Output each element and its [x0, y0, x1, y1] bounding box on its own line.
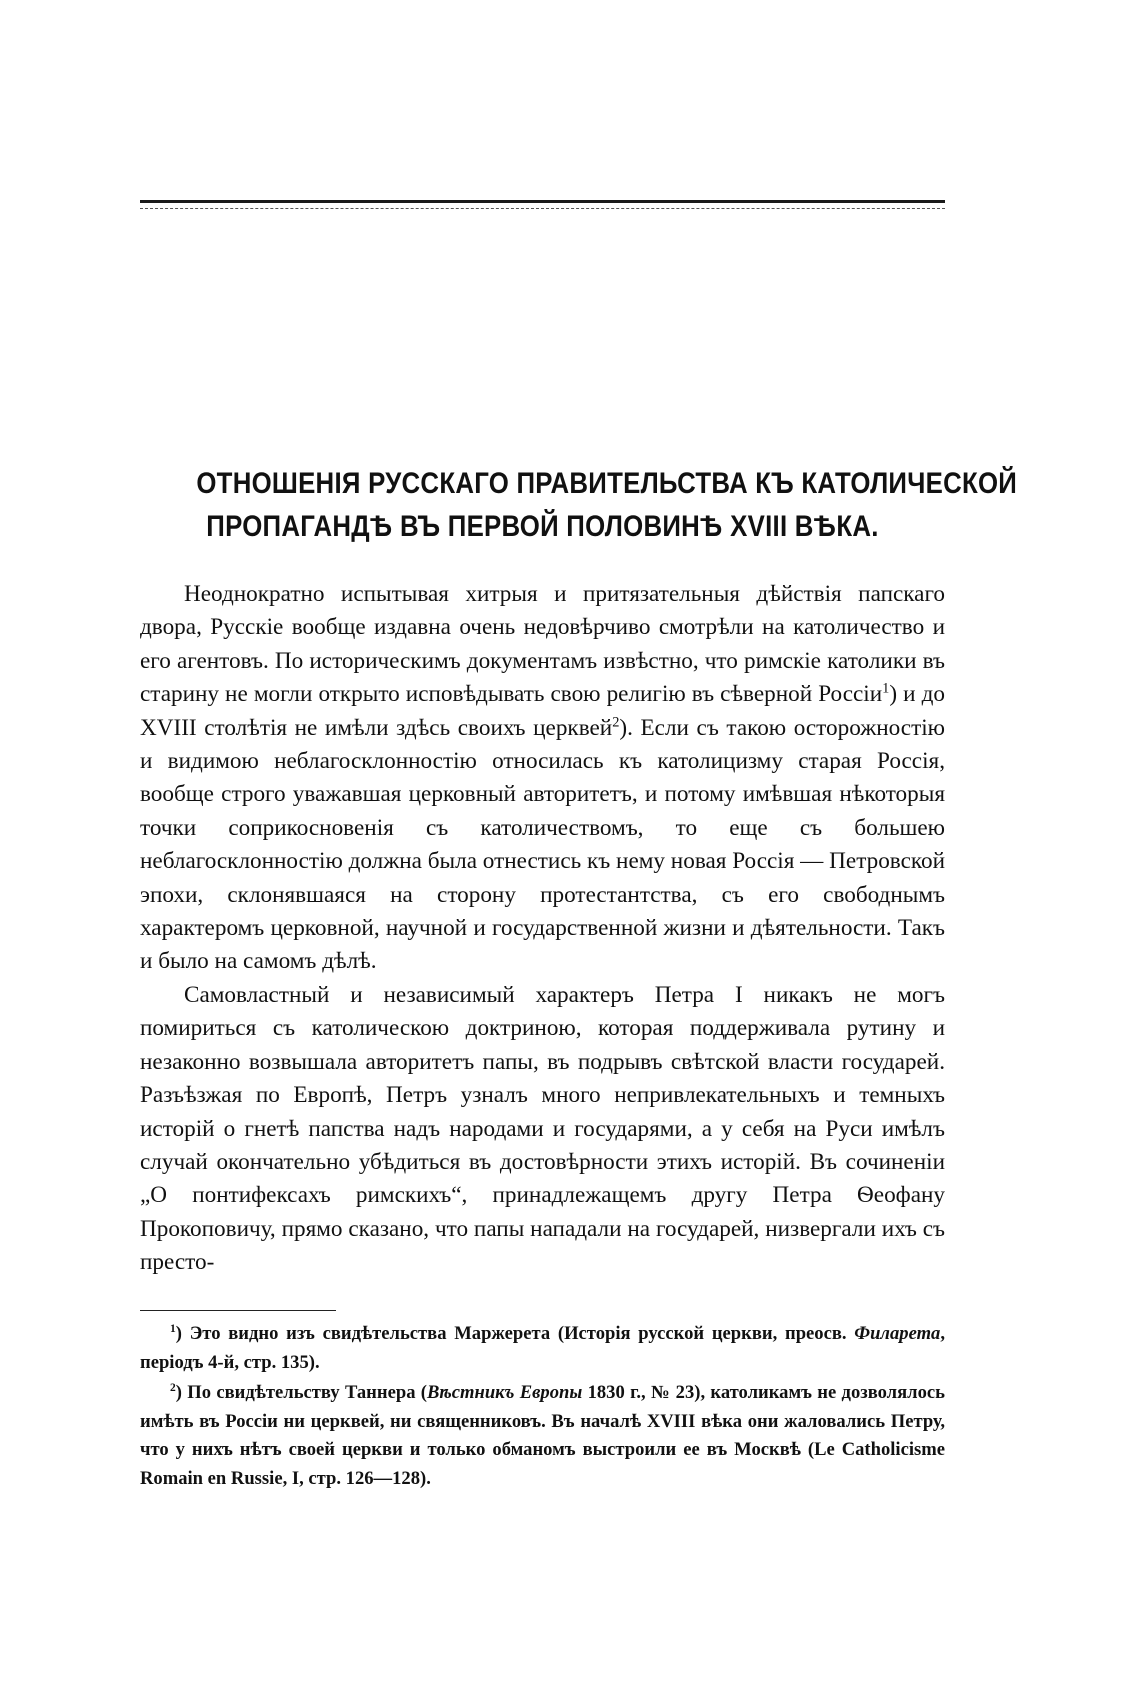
- paragraph-1-text-a: Неоднократно испытывая хитрыя и притязательныя дѣйствія папскаго двора, Русскіе вообще издавна очень недовѣрчиво смотрѣли на католичество и его агентовъ. По историческимъ документамъ извѣстно, что римскіе католики въ старину не могли открыто исповѣдывать свою религію въ сѣверной Россіи: [140, 581, 945, 708]
- paragraph-1-text-c: ). Если съ такою осторожностію и видимою неблагосклонностію относилась къ католицизму старая Россія, вообще строго уважавшая церковный авторитетъ, и потому имѣвшая нѣкоторыя точки соприкосновенія съ католичествомъ, то еще съ большею неблагосклонностію должна была отнестись къ нему новая Россія — Петровской эпохи, склонявшаяся на сторону протестантства, съ его свободнымъ характеромъ церковной, научной и государственной жизни и дѣятельности. Такъ и было на самомъ дѣлѣ.: [140, 714, 946, 975]
- footnote-1-italic: Филарета: [854, 1323, 941, 1344]
- footnote-1: [140, 1320, 945, 1377]
- footnote-2: [140, 1379, 945, 1493]
- footnote-2-italic: Вѣстникъ Европы: [427, 1382, 583, 1404]
- title-line-1: ОТНОШЕНІЯ РУССКАГО ПРАВИТЕЛЬСТВА КЪ КАТОЛИЧЕСКОЙ: [196, 467, 1018, 500]
- paragraph-2: Самовластный и независимый характеръ Петра I никакъ не могъ помириться съ католическою доктриною, которая поддерживала рутину и незаконно возвышала авторитетъ папы, въ подрывъ свѣтской власти государей. Разъѣзжая по Европѣ, Петръ узналъ много непривлекательныхъ и темныхъ исторій о гнетѣ папства надъ народами и государями, а у себя на Руси имѣлъ случай окончательно убѣдиться въ достовѣрности этихъ исторій. Въ сочиненіи „О понтифексахъ римскихъ“, принадлежащемъ другу Петра Ѳеофану Прокоповичу, прямо сказано, что папы нападали на государей, низвергали ихъ съ престо-: [140, 981, 945, 1276]
- header-rule-thin: [140, 208, 945, 209]
- footnote-2-mark: 2: [170, 1382, 176, 1394]
- article-title: [196, 462, 1018, 548]
- footnote-2-text-b: 1830 г., № 23), католикамъ не дозволялось имѣть въ Россіи ни церквей, ни священниковъ. Въ началѣ XVIII вѣка они жаловались Петру, что у нихъ нѣтъ своей церкви и только обманомъ выстроили ее въ Москвѣ (Le Catholicisme Romain en Russie, I, стр. 126—128).: [140, 1382, 945, 1489]
- footnotes: [140, 1320, 945, 1496]
- footnote-separator: [140, 1310, 336, 1311]
- paragraph-1: [140, 578, 945, 979]
- body-text: [140, 578, 945, 1280]
- title-line-2: ПРОПАГАНДѢ ВЪ ПЕРВОЙ ПОЛОВИНѢ XVIII ВѢКА.: [206, 510, 879, 543]
- footnote-2-text-a: ) По свидѣтельству Таннера (: [175, 1382, 427, 1404]
- header-rule: [140, 200, 945, 203]
- footnote-1-text-a: ) Это видно изъ свидѣтельства Маржерета (Исторія русской церкви, преосв.: [175, 1323, 855, 1344]
- footnote-ref-2: 2: [612, 713, 620, 730]
- paragraph-1-text-b: ) и до XVIII столѣтія не имѣли здѣсь своихъ церквей: [140, 681, 945, 741]
- footnote-ref-1: 1: [882, 680, 890, 697]
- footnote-1-mark: 1: [170, 1322, 176, 1335]
- footnote-1-text-b: , періодъ 4-й, стр. 135).: [140, 1323, 945, 1373]
